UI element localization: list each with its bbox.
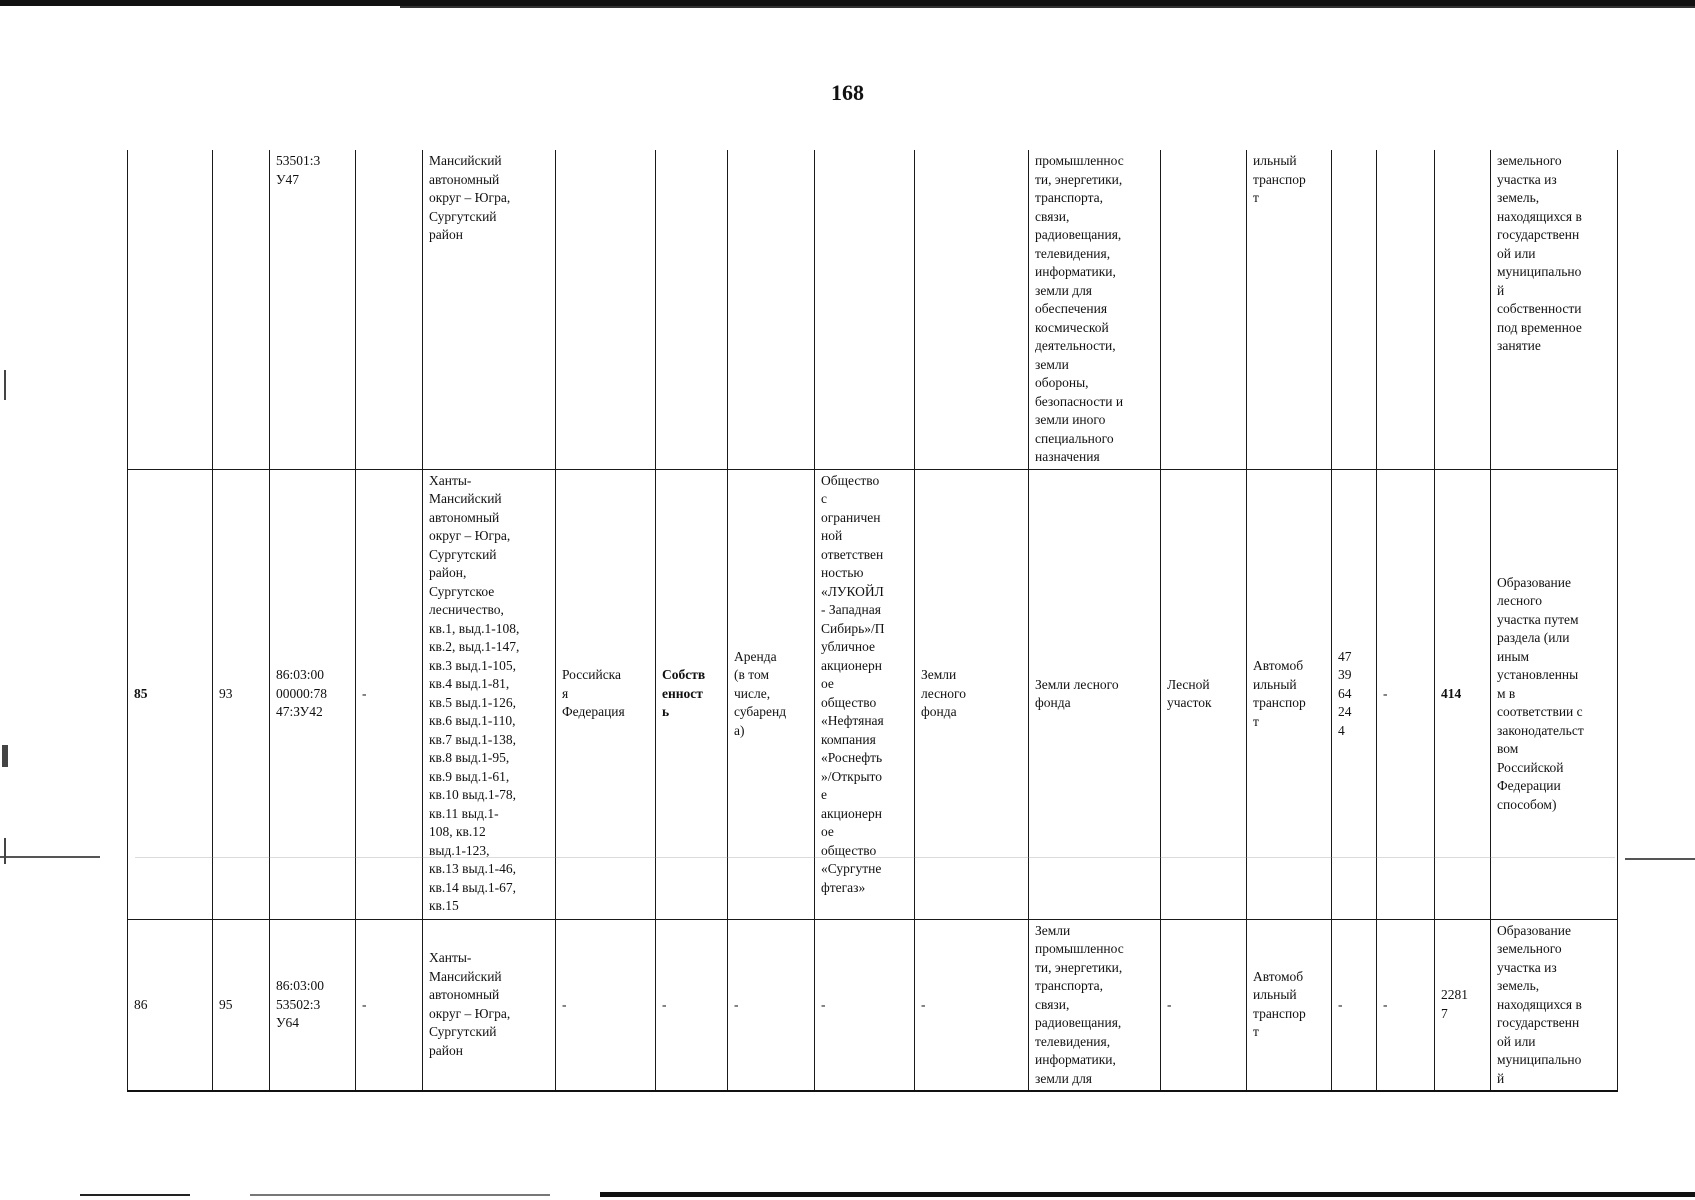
- cell-area: 414: [1435, 469, 1491, 919]
- cell-address: Ханты- Мансийский автономный округ – Югра, Сургутский район, Сургутское лесничество, кв.1, выд.1-108, кв.2, выд.1-147, кв.3 выд.1-105, кв.4 выд.1-81, кв.5 выд.1-126, кв.6 выд.1-110, кв.7 выд.1-138, кв.8 выд.1-95, кв.9 выд.1-61, кв.10 выд.1-78, кв.11 выд.1- 108, кв.12 выд.1-123, кв.13 выд.1-46, кв.14 выд.1-67, кв.15: [423, 469, 556, 919]
- margin-line-right: [1625, 858, 1695, 860]
- cell-right: -: [656, 919, 728, 1091]
- cell-address: Мансийский автономный округ – Югра, Сургутский район: [423, 150, 556, 469]
- scan-edge-bottom-left: [80, 1194, 190, 1196]
- cell-number-2: 93: [213, 469, 270, 919]
- cell-quarter: -: [1332, 919, 1377, 1091]
- cell-cadastral: 86:03:00 00000:78 47:ЗУ42: [270, 469, 356, 919]
- table-row: [128, 469, 1618, 919]
- scan-edge-top-thin: [400, 6, 1695, 8]
- page-number: 168: [831, 80, 864, 105]
- cell-land-type: -: [1161, 919, 1247, 1091]
- cell-holder: Общество с ограничен ной ответствен ностью «ЛУКОЙЛ - Западная Сибирь»/П убличное акционерн ое общество «Нефтяная компания «Роснефть »/Открыто е акционерн ое общество «Сургутне фтегаз»: [815, 469, 915, 919]
- cell-category-current: Земли лесного фонда: [915, 469, 1029, 919]
- cell-right: [656, 150, 728, 469]
- cell-method: Образование земельного участка из земель, находящихся в государственн ой или муниципально й: [1491, 919, 1618, 1091]
- cell-quarter: 47 39 64 24 4: [1332, 469, 1377, 919]
- cell-dash: -: [356, 919, 423, 1091]
- cell-number: [128, 150, 213, 469]
- cell-owner: [556, 150, 656, 469]
- cell-dash-2: -: [1377, 919, 1435, 1091]
- cell-method: земельного участка из земель, находящихся в государственн ой или муниципально й собственности под временное занятие: [1491, 150, 1618, 469]
- cell-category: Земли промышленнос ти, энергетики, транспорта, связи, радиовещания, телевидения, информатики, земли для: [1029, 919, 1161, 1091]
- margin-mark: [4, 370, 6, 400]
- scan-edge-bottom: [600, 1192, 1695, 1197]
- cell-cadastral: 53501:3 У47: [270, 150, 356, 469]
- cell-number: 85: [128, 469, 213, 919]
- margin-mark: [2, 745, 8, 767]
- table-row: [128, 919, 1618, 1091]
- cell-category-current: -: [915, 919, 1029, 1091]
- scan-artifact-line: [135, 857, 1615, 858]
- cell-dash: [356, 150, 423, 469]
- cell-dash: -: [356, 469, 423, 919]
- cell-dash-2: [1377, 150, 1435, 469]
- registry-table: [127, 150, 1618, 1092]
- cell-dash-2: -: [1377, 469, 1435, 919]
- cell-area: [1435, 150, 1491, 469]
- cell-number-2: [213, 150, 270, 469]
- cell-use-purpose: ильный транспор т: [1247, 150, 1332, 469]
- cell-number-2: 95: [213, 919, 270, 1091]
- cell-right: Собств енност ь: [656, 469, 728, 919]
- cell-holder: [815, 150, 915, 469]
- cell-address: Ханты- Мансийский автономный округ – Югра, Сургутский район: [423, 919, 556, 1091]
- cell-cadastral: 86:03:00 53502:3 У64: [270, 919, 356, 1091]
- cell-encumbrance: Аренда (в том числе, субаренд а): [728, 469, 815, 919]
- cell-category-current: [915, 150, 1029, 469]
- cell-category: Земли лесного фонда: [1029, 469, 1161, 919]
- cell-method: Образование лесного участка путем раздела (или иным установленны м в соответствии с законодательст вом Российской Федерации способом): [1491, 469, 1618, 919]
- cell-use-purpose: Автомоб ильный транспор т: [1247, 919, 1332, 1091]
- cell-encumbrance: -: [728, 919, 815, 1091]
- margin-line-left: [0, 856, 100, 858]
- cell-owner: Российска я Федерация: [556, 469, 656, 919]
- cell-area: 2281 7: [1435, 919, 1491, 1091]
- cell-owner: -: [556, 919, 656, 1091]
- cell-number: 86: [128, 919, 213, 1091]
- cell-land-type: Лесной участок: [1161, 469, 1247, 919]
- cell-land-type: [1161, 150, 1247, 469]
- table-row: [128, 150, 1618, 469]
- cell-holder: -: [815, 919, 915, 1091]
- cell-quarter: [1332, 150, 1377, 469]
- scan-edge-bottom-mid: [250, 1194, 550, 1196]
- cell-use-purpose: Автомоб ильный транспор т: [1247, 469, 1332, 919]
- cell-category: промышленнос ти, энергетики, транспорта, связи, радиовещания, телевидения, информатики, земли для обеспечения космической деятельности, земли обороны, безопасности и земли иного специального назначения: [1029, 150, 1161, 469]
- cell-encumbrance: [728, 150, 815, 469]
- margin-mark: [4, 838, 6, 864]
